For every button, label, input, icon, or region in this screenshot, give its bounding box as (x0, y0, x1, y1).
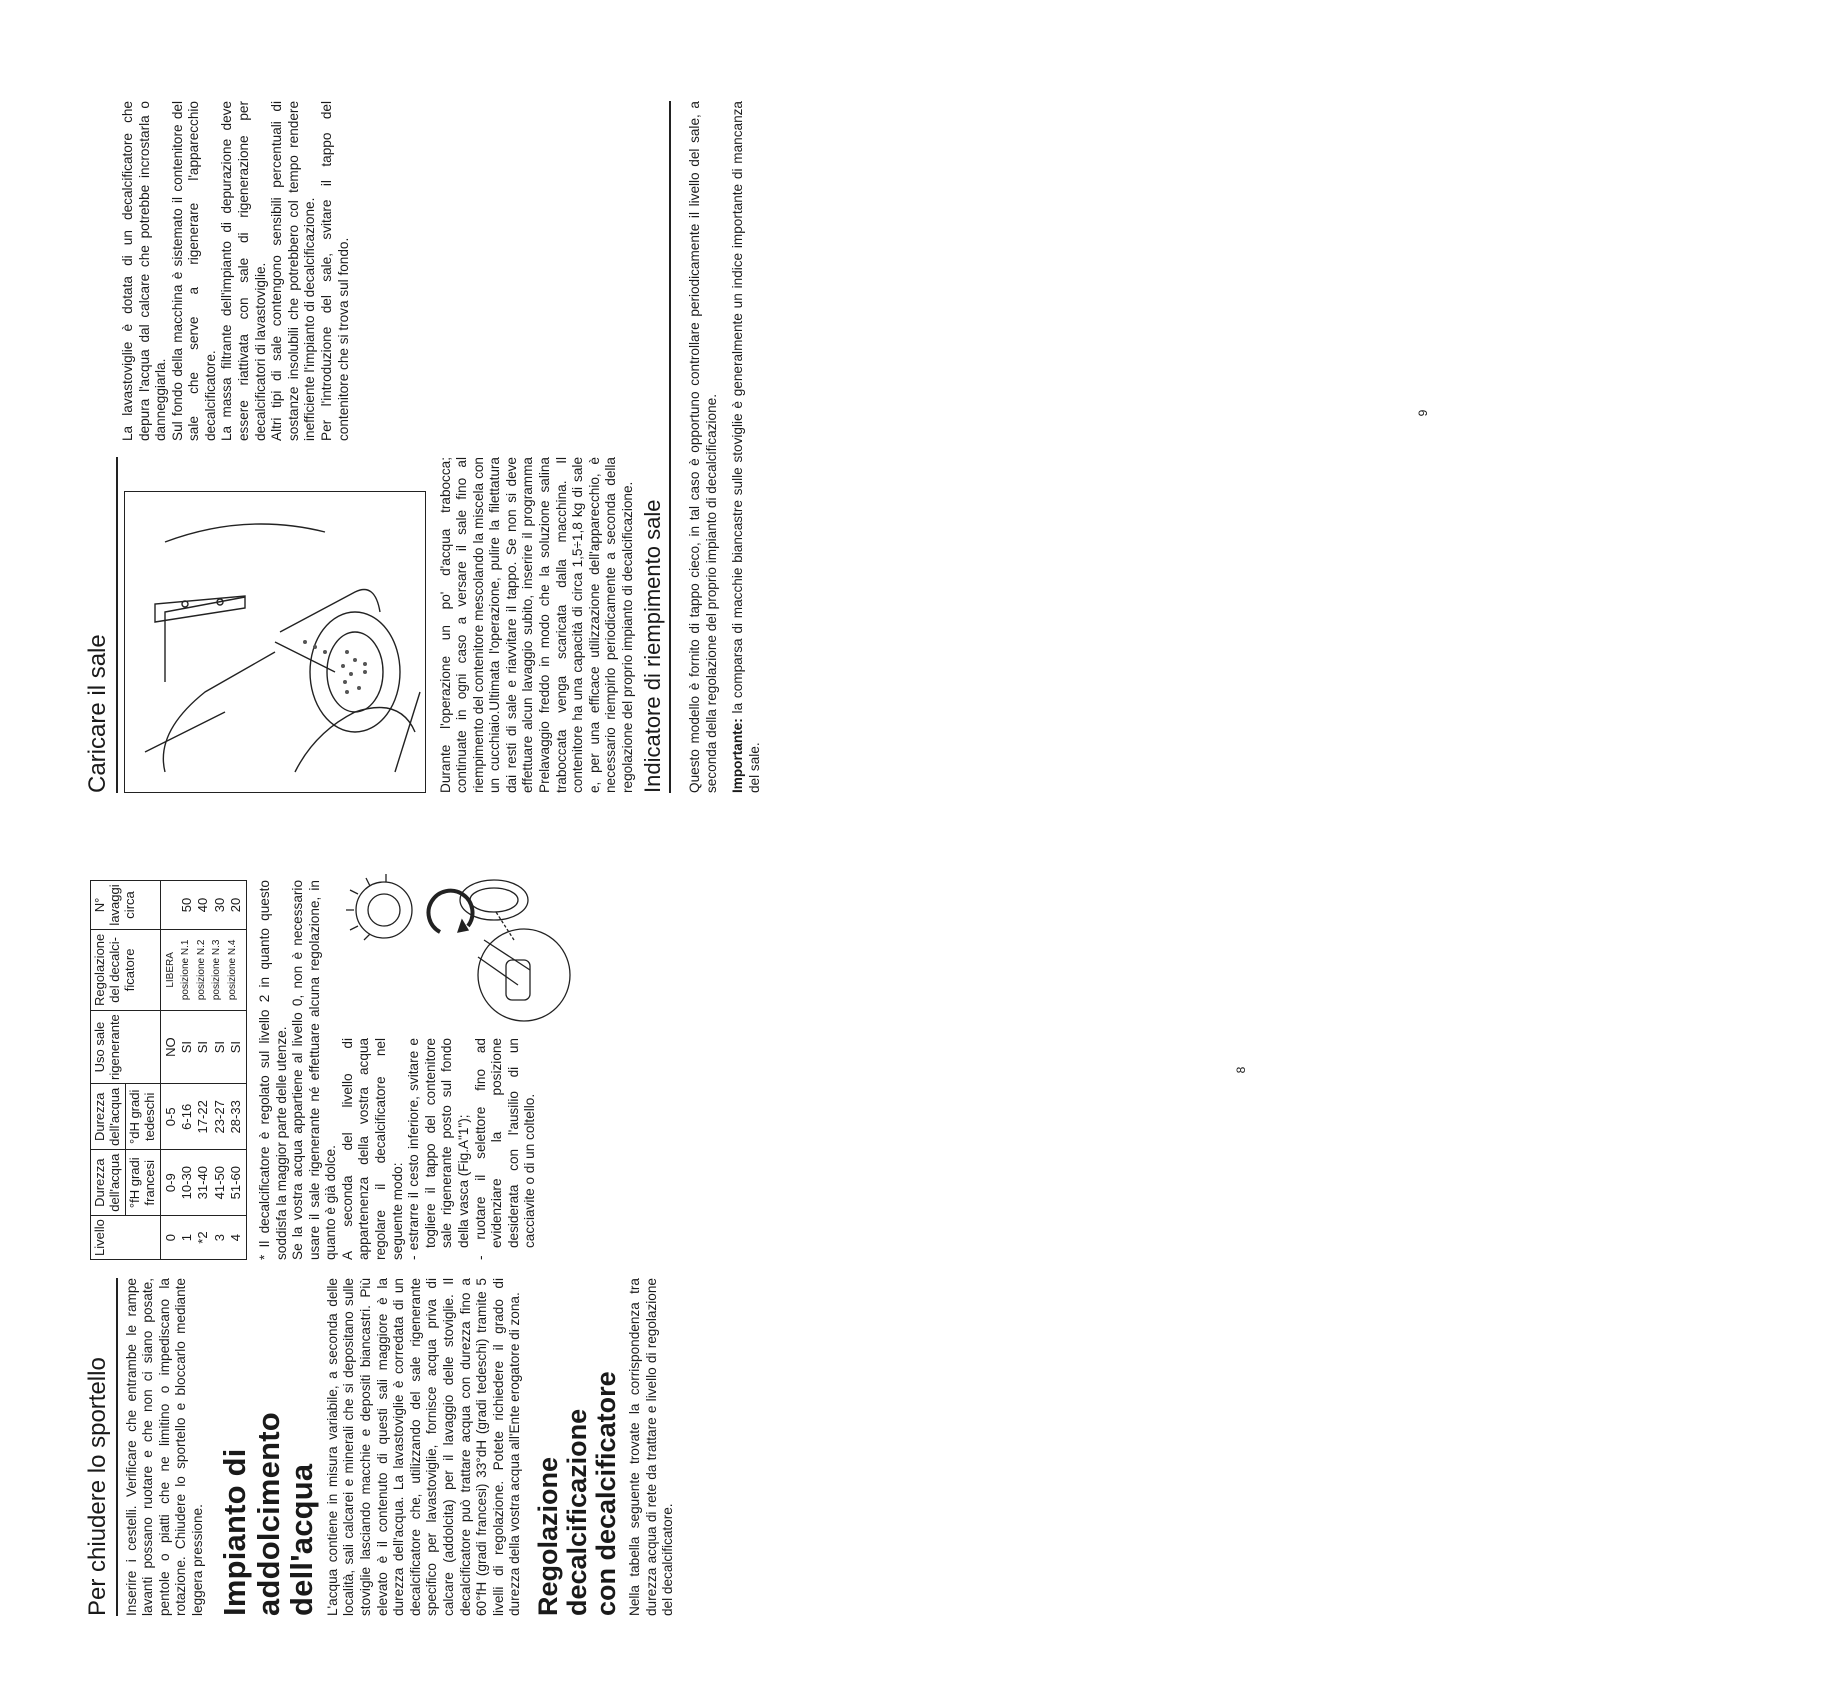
regolazione-intro: Nella tabella seguente trovate la corrispondenza tra durezza acqua di rete da trattare e livello di regolazione del decalcificatore. (627, 1278, 676, 1616)
page-8-column-2 (84, 880, 1274, 1260)
salt-loading-illustration (124, 491, 426, 793)
page-9-indicatore (640, 101, 1830, 793)
cell-reg: LIBERA posizione N.1 posizione N.2 posizione N.3 posizione N.4 (160, 929, 246, 1010)
section-title-sportello: Per chiudere lo sportello (84, 1278, 118, 1616)
caricare-p4: Altri tipi di sale contengono sensibili percentuali di sostanze insolubili che potrebbero col tempo rendere inefficiente l'impianto di decalcificazione. (269, 101, 318, 441)
note-regolare: A seconda del livello di appartenenza della vostra acqua regolare il decalcificatore nel seguente modo: (339, 1038, 405, 1260)
th-durezza-de: Durezza dell'acqua (91, 1084, 126, 1150)
cell-livello: 0 1 *2 3 4 (160, 1216, 246, 1260)
page-number-9: 9 (1416, 409, 1430, 417)
indicatore-importante (730, 101, 763, 793)
caricare-p6: Durante l'operazione un po' d'acqua trabocca; continuate in ogni caso a versare il sale fino al riempimento del contenitore mescolando la miscela con un cucchiaio.Ultimata l'operazione, pulire la filettatura dai resti di sale e riavvitare il tappo. Se non si deve effettuare alcun lavaggio subito, inserire il programma Prelavaggio freddo in modo che la soluzione salina traboccata venga scaricata dalla macchina. Il contenitore ha una capacità di circa 1,5÷1,8 kg di sale e, per una efficace utilizzazione dell'apparecchio, è necessario riempirlo periodicamente a seconda della regolazione del proprio impianto di decalcificazione. (437, 457, 635, 793)
table-row (160, 881, 246, 1260)
caricare-p3: La massa filtrante dell'impianto di depurazione deve essere riattivata con sale di rigenerazione per decalcificatori di lavastoviglie. (219, 101, 268, 441)
page-9 (0, 0, 1430, 841)
step-2: - ruotare il selettore fino ad evidenziare la posizione desiderata con l'ausilio di un cacciavite o di un coltello. (472, 1038, 538, 1260)
importante-text: la comparsa di macchie biancastre sulle stoviglie è generalmente un indice importante di mancanza del sale. (730, 101, 763, 793)
section-title-caricare: Caricare il sale (84, 457, 118, 793)
caricare-p1: La lavastoviglie è dotata di un decalcificatore che depura l'acqua dal calcare che potrebbe incrostarla o danneggiarla. (120, 101, 169, 441)
step-1: - estrarre il cesto inferiore, svitare e togliere il tappo del contenitore sale rigenerante posto sul fondo della vasca (Fig.A"1"); (406, 1038, 471, 1260)
importante-label: Importante: (730, 718, 746, 793)
cell-uso: NO SI SI SI SI (160, 1010, 246, 1084)
note-level-0: Se la vostra acqua appartiene al livello 0, non è necessario usare il sale rigenerante né effettuare alcuna regolazione, in quanto è già dolce. (290, 880, 339, 1260)
page-8 (0, 841, 1248, 1682)
th-livello: Livello (91, 1216, 161, 1260)
regolazione-title-line-1: Regolazione decalcificazione (532, 1408, 592, 1616)
caricare-p5: Per l'introduzione del sale, svitare il tappo del contenitore che si trova sul fondo. (318, 101, 351, 441)
cell-dh: 0-5 6-16 17-22 23-27 28-33 (160, 1084, 246, 1150)
th-uso-sale: Uso sale rigenerante (91, 1010, 161, 1084)
sportello-body: Inserire i cestelli. Verificare che entrambe le rampe lavanti possano ruotare e che non ci siano posate, pentole o piatti che ne limitino o impediscano la rotazione. Chiudere lo sportello e bloccarlo mediante leggera pressione. (123, 1278, 205, 1616)
decalcifier-table (90, 880, 247, 1260)
th-fh: °fH gradi francesi (125, 1150, 160, 1216)
section-title-regolazione (534, 1278, 621, 1616)
salt-cap-selector-illustration (344, 880, 576, 1030)
caricare-p2: Sul fondo della macchina è sistemato il contenitore del sale che serve a rigenerare l'apparecchio decalcificatore. (169, 101, 218, 441)
th-lavaggi: N° lavaggi circa (91, 881, 161, 930)
note-level-2: * Il decalcificatore è regolato sul livello 2 in quanto questo soddisfa la maggior parte delle utenze. (257, 880, 289, 1260)
section-title-indicatore: Indicatore di riempimento sale (640, 101, 671, 793)
regolazione-title-line-2: con decalcificatore (591, 1371, 622, 1616)
th-regolazione: Regolazione del decalci-ficatore (91, 929, 161, 1010)
section-title-addolcimento: Impianto di addolcimento dell'acqua (217, 1412, 320, 1616)
th-durezza-fr: Durezza dell'acqua (91, 1150, 126, 1216)
cell-fh: 0-9 10-30 31-40 41-50 51-60 (160, 1150, 246, 1216)
th-dh: °dH gradi tedeschi (125, 1084, 160, 1150)
indicatore-p1: Questo modello è fornito di tappo cieco, in tal caso è opportuno controllare periodicamente il livello del sale, a seconda della regolazione del proprio impianto di decalcificazione. (687, 101, 719, 793)
addolcimento-body: L'acqua contiene in misura variabile, a seconda delle località, sali calcarei e minerali che si depositano sulle stoviglie lasciando macchie e depositi biancastri. Più elevato è il contenuto di questi sali maggiore è la durezza dell'acqua. La lavastoviglie è corredata di un decalcificatore che, utilizzando del sale rigenerante specifico per lavastoviglie, fornisce acqua priva di calcare (addolcita) per il lavaggio delle stoviglie. Il decalcificatore può trattare acqua con durezza fino a 60°fH (gradi francesi) 33°dH (gradi tedeschi) tramite 5 livelli di regolazione. Potete richiedere il grado di durezza della vostra acqua all'Ente erogatore di zona. (324, 1278, 523, 1616)
cell-lavaggi: 50 40 30 20 (160, 881, 246, 930)
page-8-column-1 (84, 1278, 1274, 1616)
page-number-8: 8 (1234, 1066, 1248, 1074)
